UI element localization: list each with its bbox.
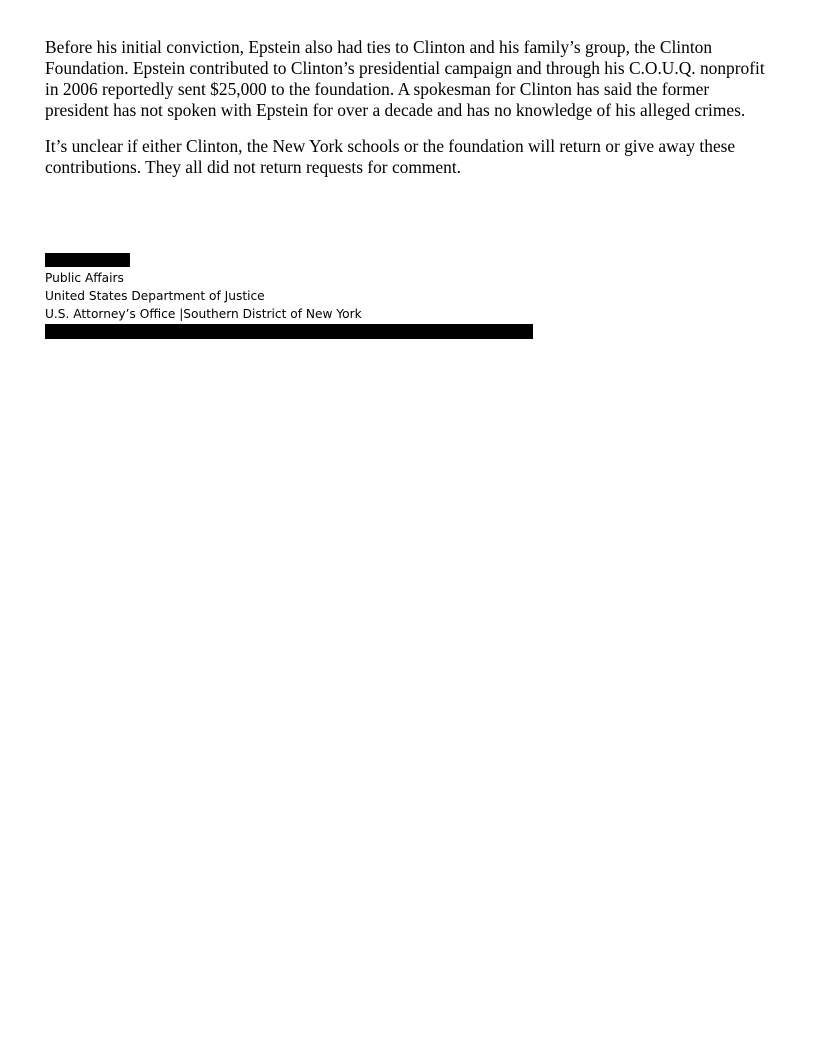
signature-agency: United States Department of Justice <box>45 289 265 303</box>
paragraph-clinton-ties: Before his initial conviction, Epstein also had ties to Clinton and his family’s group, the Clinton Foundation. Epstein contributed to Clinton’s presidential campaign and through his C.O.U.Q. nonprofit in 2006 reportedly sent $25,000 to the foundation. A spokesman for Clinton has said the former president has not spoken with Epstein for over a decade and has no knowledge of his alleged crimes. <box>45 37 765 120</box>
redacted-contact-block <box>45 324 533 339</box>
paragraph-contributions: It’s unclear if either Clinton, the New York schools or the foundation will return or give away these contributions. They all did not return requests for comment. <box>45 136 736 177</box>
document-body <box>45 37 775 193</box>
signature-office: U.S. Attorney’s Office |Southern District of New York <box>45 307 362 321</box>
email-signature <box>45 253 533 339</box>
redacted-name-block <box>45 253 130 267</box>
signature-department: Public Affairs <box>45 271 124 285</box>
